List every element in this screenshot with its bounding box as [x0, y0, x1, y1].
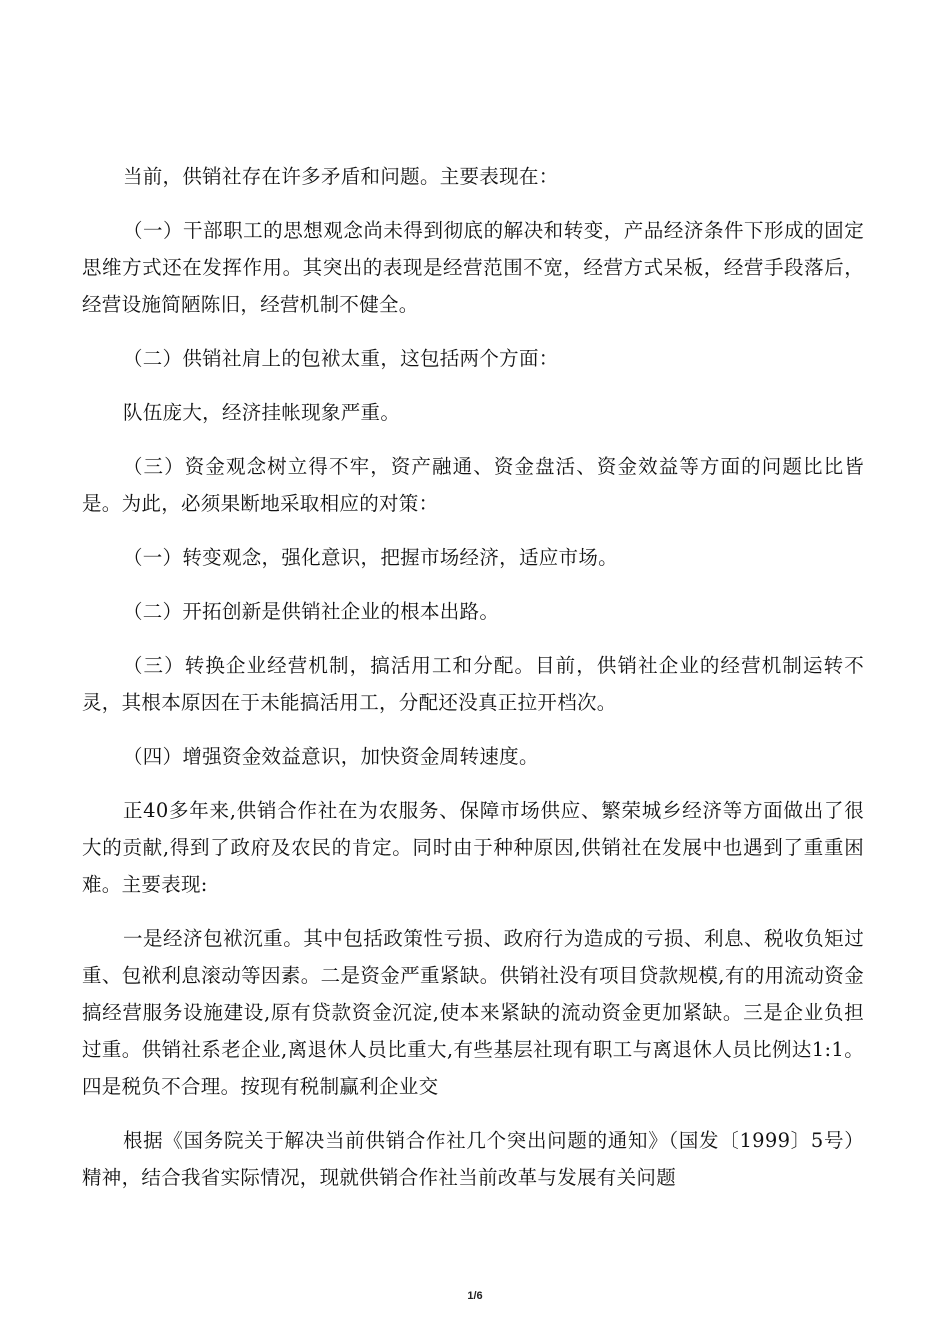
- paragraph-4: 队伍庞大，经济挂帐现象严重。: [122, 401, 401, 424]
- document-body: [82, 158, 864, 1196]
- paragraph-2: （一）干部职工的思想观念尚未得到彻底的解决和转变，产品经济条件下形成的固定思维方式还在发挥作用。其突出的表现是经营范围不宽，经营方式呆板，经营手段落后，经营设施简陋陈旧，经营机制不健全。: [82, 219, 864, 316]
- paragraph-7: （二）开拓创新是供销社企业的根本出路。: [122, 600, 500, 623]
- paragraph-9: （四）增强资金效益意识，加快资金周转速度。: [122, 745, 539, 768]
- page-number: 1/6: [467, 1290, 483, 1302]
- paragraph-12: 根据《国务院关于解决当前供销合作社几个突出问题的通知》（国发〔1999〕5号）精神，结合我省实际情况，现就供销合作社当前改革与发展有关问题: [82, 1129, 864, 1189]
- paragraph-11: 一是经济包袱沉重。其中包括政策性亏损、政府行为造成的亏损、利息、税收负矩过重、包袱利息滚动等因素。二是资金严重紧缺。供销社没有项目贷款规模,有的用流动资金搞经营服务设施建设,原有贷款资金沉淀,使本来紧缺的流动资金更加紧缺。三是企业负担过重。供销社系老企业,离退休人员比重大,有些基层社现有职工与离退休人员比例达1:1。四是税负不合理。按现有税制赢利企业交: [82, 927, 864, 1098]
- paragraph-10: 正40多年来,供销合作社在为农服务、保障市场供应、繁荣城乡经济等方面做出了很大的贡献,得到了政府及农民的肯定。同时由于种种原因,供销社在发展中也遇到了重重困难。主要表现:: [82, 799, 864, 896]
- paragraph-8: （三）转换企业经营机制，搞活用工和分配。目前，供销社企业的经营机制运转不灵，其根本原因在于未能搞活用工，分配还没真正拉开档次。: [82, 654, 864, 714]
- paragraph-3: （二）供销社肩上的包袱太重，这包括两个方面：: [122, 347, 559, 370]
- paragraph-5: （三）资金观念树立得不牢，资产融通、资金盘活、资金效益等方面的问题比比皆是。为此，必须果断地采取相应的对策：: [82, 455, 864, 515]
- paragraph-1: 当前，供销社存在许多矛盾和问题。主要表现在：: [122, 165, 559, 188]
- paragraph-6: （一）转变观念，强化意识，把握市场经济，适应市场。: [122, 546, 618, 569]
